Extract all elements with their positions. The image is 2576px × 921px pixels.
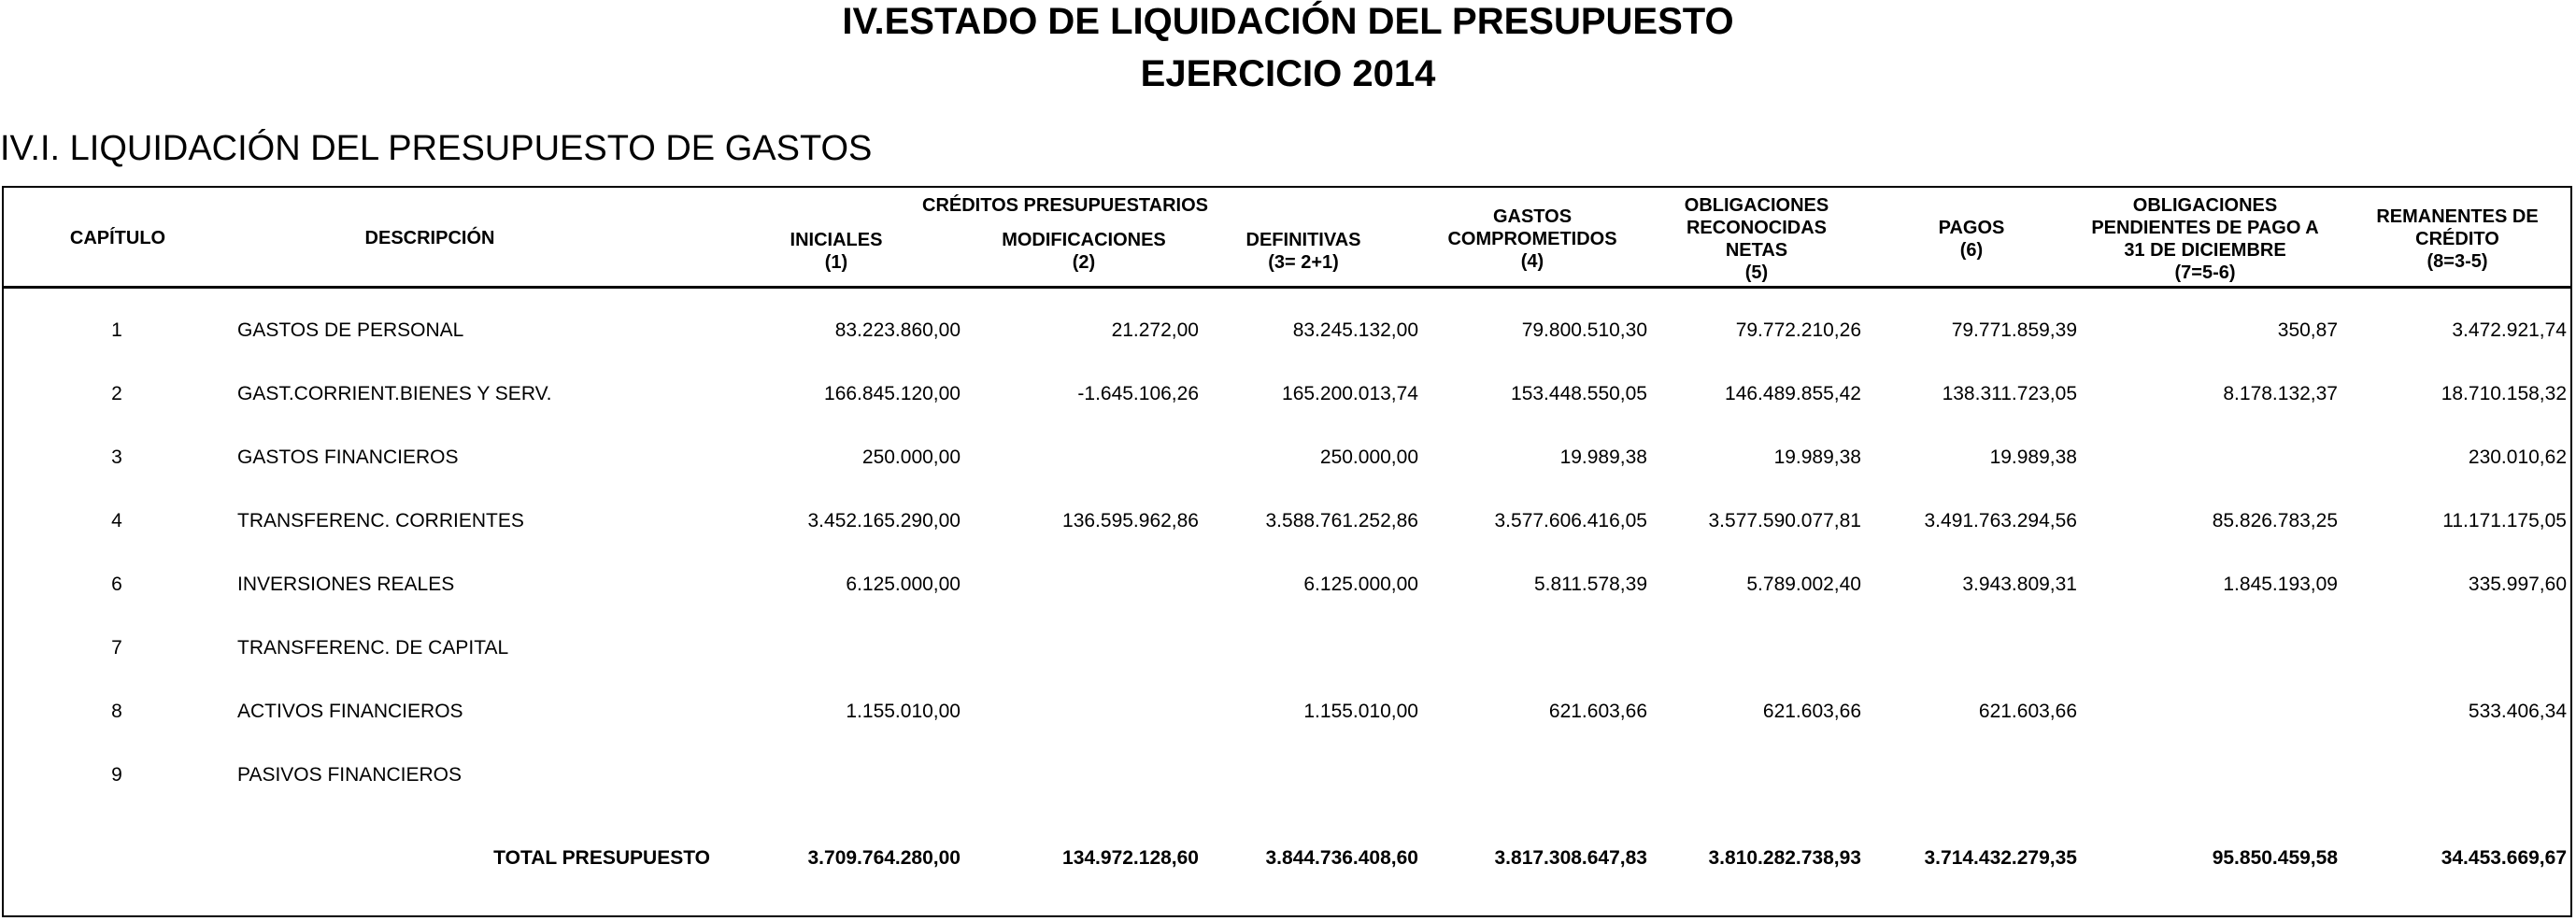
table-cell-iniciales: 166.845.120,00: [824, 383, 961, 404]
total-comprometidos: 3.817.308.647,83: [1494, 847, 1647, 869]
header-remanentes: REMANENTES DE CRÉDITO (8=3-5): [2376, 206, 2539, 272]
table-cell-capitulo: 1: [111, 319, 122, 341]
total-remanentes: 34.453.669,67: [2441, 847, 2567, 869]
table-cell-reconocidas: 5.789.002,40: [1746, 574, 1861, 595]
table-cell-comprometidos: 153.448.550,05: [1511, 383, 1647, 404]
table-cell-capitulo: 9: [111, 764, 122, 786]
table-cell-iniciales: 1.155.010,00: [846, 701, 961, 722]
table-cell-reconocidas: 3.577.590.077,81: [1708, 510, 1861, 531]
total-iniciales: 3.709.764.280,00: [807, 847, 961, 869]
table-cell-modificaciones: -1.645.106,26: [1077, 383, 1199, 404]
table-cell-pendientes: 350,87: [2277, 319, 2338, 341]
header-creditos-presupuestarios: CRÉDITOS PRESUPUESTARIOS: [922, 195, 1208, 216]
total-modificaciones: 134.972.128,60: [1062, 847, 1199, 869]
table-cell-descripcion: TRANSFERENC. DE CAPITAL: [237, 637, 509, 659]
table-cell-definitivas: 6.125.000,00: [1303, 574, 1418, 595]
table-cell-comprometidos: 79.800.510,30: [1521, 319, 1647, 341]
table-cell-definitivas: 1.155.010,00: [1303, 701, 1418, 722]
table-cell-descripcion: TRANSFERENC. CORRIENTES: [237, 510, 524, 531]
table-cell-pendientes: 85.826.783,25: [2212, 510, 2338, 531]
document-title: IV.ESTADO DE LIQUIDACIÓN DEL PRESUPUESTO: [842, 1, 1734, 42]
table-cell-remanentes: 230.010,62: [2468, 446, 2567, 468]
table-cell-iniciales: 3.452.165.290,00: [807, 510, 961, 531]
table-cell-descripcion: GASTOS DE PERSONAL: [237, 319, 464, 341]
table-cell-pendientes: 1.845.193,09: [2223, 574, 2338, 595]
table-cell-comprometidos: 621.603,66: [1548, 701, 1647, 722]
table-cell-modificaciones: 136.595.962,86: [1062, 510, 1199, 531]
total-pendientes: 95.850.459,58: [2212, 847, 2338, 869]
table-cell-pagos: 3.943.809,31: [1962, 574, 2077, 595]
table-cell-remanentes: 3.472.921,74: [2452, 319, 2567, 341]
table-cell-pagos: 621.603,66: [1978, 701, 2077, 722]
total-reconocidas: 3.810.282.738,93: [1708, 847, 1861, 869]
header-modificaciones: MODIFICACIONES (2): [1002, 230, 1166, 273]
header-gastos-comprometidos: GASTOS COMPROMETIDOS (4): [1447, 206, 1617, 272]
table-cell-reconocidas: 621.603,66: [1762, 701, 1861, 722]
table-cell-iniciales: 6.125.000,00: [846, 574, 961, 595]
header-obligaciones-reconocidas: OBLIGACIONES RECONOCIDAS NETAS (5): [1684, 195, 1829, 283]
table-cell-remanentes: 11.171.175,05: [2442, 510, 2567, 531]
table-cell-capitulo: 7: [111, 637, 122, 659]
header-pagos: PAGOS (6): [1938, 218, 2005, 261]
table-cell-modificaciones: 21.272,00: [1111, 319, 1199, 341]
table-cell-capitulo: 3: [111, 446, 122, 468]
table-cell-definitivas: 250.000,00: [1319, 446, 1418, 468]
table-cell-capitulo: 6: [111, 574, 122, 595]
table-cell-pagos: 3.491.763.294,56: [1924, 510, 2077, 531]
table-cell-descripcion: INVERSIONES REALES: [237, 574, 455, 595]
table-cell-reconocidas: 146.489.855,42: [1725, 383, 1861, 404]
table-cell-pendientes: 8.178.132,37: [2223, 383, 2338, 404]
table-cell-remanentes: 533.406,34: [2468, 701, 2567, 722]
table-cell-remanentes: 18.710.158,32: [2441, 383, 2567, 404]
document-subtitle: EJERCICIO 2014: [1140, 53, 1436, 94]
table-cell-pagos: 138.311.723,05: [1942, 383, 2077, 404]
header-capitulo: CAPÍTULO: [69, 228, 166, 248]
header-divider: [2, 286, 2572, 289]
table-cell-descripcion: GASTOS FINANCIEROS: [237, 446, 459, 468]
section-title: IV.I. LIQUIDACIÓN DEL PRESUPUESTO DE GASTOS: [0, 129, 873, 168]
table-frame: [2, 186, 2572, 917]
header-iniciales: INICIALES (1): [790, 230, 883, 273]
table-cell-definitivas: 3.588.761.252,86: [1265, 510, 1418, 531]
table-cell-remanentes: 335.997,60: [2468, 574, 2567, 595]
header-definitivas: DEFINITIVAS (3= 2+1): [1245, 230, 1361, 273]
table-cell-iniciales: 250.000,00: [861, 446, 961, 468]
total-definitivas: 3.844.736.408,60: [1265, 847, 1418, 869]
table-cell-definitivas: 165.200.013,74: [1282, 383, 1418, 404]
table-cell-capitulo: 2: [111, 383, 122, 404]
table-cell-iniciales: 83.223.860,00: [834, 319, 961, 341]
total-pagos: 3.714.432.279,35: [1924, 847, 2077, 869]
table-cell-pagos: 79.771.859,39: [1951, 319, 2077, 341]
table-cell-descripcion: PASIVOS FINANCIEROS: [237, 764, 462, 786]
header-descripcion: DESCRIPCIÓN: [364, 228, 495, 248]
table-cell-capitulo: 4: [111, 510, 122, 531]
total-label: TOTAL PRESUPUESTO: [493, 847, 710, 869]
table-cell-descripcion: ACTIVOS FINANCIEROS: [237, 701, 463, 722]
table-cell-definitivas: 83.245.132,00: [1292, 319, 1418, 341]
table-cell-comprometidos: 3.577.606.416,05: [1494, 510, 1647, 531]
table-cell-capitulo: 8: [111, 701, 122, 722]
table-cell-reconocidas: 19.989,38: [1773, 446, 1861, 468]
table-cell-descripcion: GAST.CORRIENT.BIENES Y SERV.: [237, 383, 552, 404]
header-obligaciones-pendientes: OBLIGACIONES PENDIENTES DE PAGO A 31 DE DICIEMBRE (7=5-6): [2091, 195, 2319, 283]
table-cell-reconocidas: 79.772.210,26: [1735, 319, 1861, 341]
table-cell-pagos: 19.989,38: [1989, 446, 2077, 468]
table-cell-comprometidos: 5.811.578,39: [1533, 574, 1647, 595]
table-cell-comprometidos: 19.989,38: [1559, 446, 1647, 468]
